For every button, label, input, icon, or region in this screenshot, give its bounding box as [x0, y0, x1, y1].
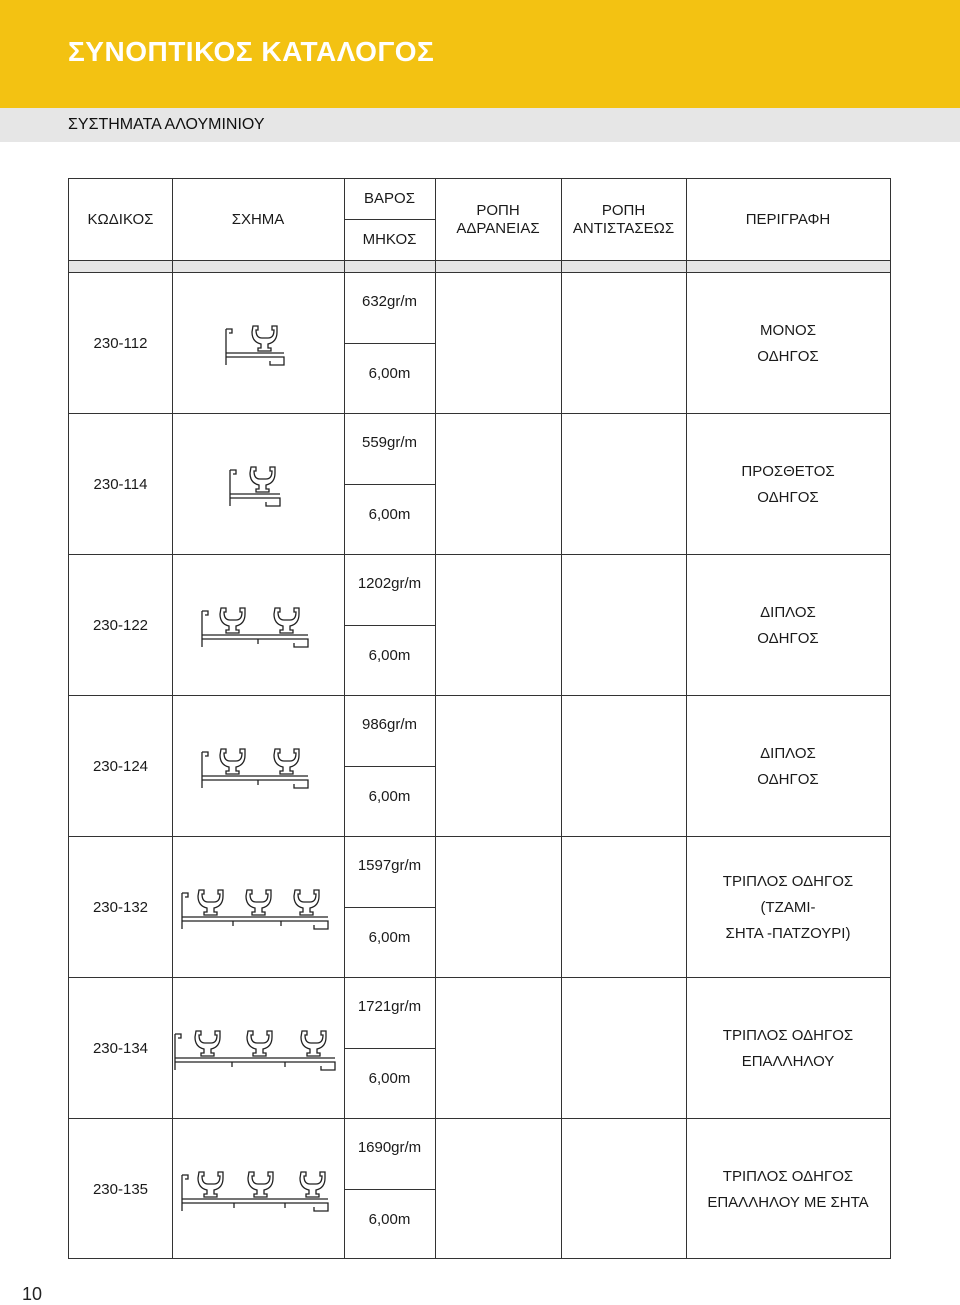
- description: [686, 696, 890, 837]
- weight-length-divider: [344, 343, 435, 344]
- moment-resistance-value: [561, 555, 686, 696]
- additional-guide-profile-icon: [227, 464, 289, 510]
- description-line: ΣΗΤΑ -ΠΑΤΖΟΥΡΙ): [725, 924, 851, 942]
- subtitle-bar: [0, 108, 960, 142]
- weight-length-divider: [344, 766, 435, 767]
- description-line: ΟΔΗΓΟΣ: [757, 629, 819, 647]
- description-line: (ΤΖΑΜΙ-: [760, 898, 816, 916]
- header-resist-line1: ΡΟΠΗ: [601, 201, 646, 219]
- header-shape: ΣΧΗΜΑ: [231, 210, 285, 228]
- description-line: ΟΔΗΓΟΣ: [757, 488, 819, 506]
- weight-value: 1721gr/m: [357, 998, 422, 1015]
- header-weight: ΒΑΡΟΣ: [364, 190, 415, 207]
- page-title: ΣΥΝΟΠΤΙΚΟΣ ΚΑΤΑΛΟΓΟΣ: [68, 36, 435, 67]
- header-moment-inertia: [435, 179, 561, 260]
- header-code: ΚΩΔΙΚΟΣ: [87, 210, 154, 228]
- description: [686, 414, 890, 555]
- header-weight-divider: [344, 219, 435, 220]
- moment-inertia-value: [435, 555, 561, 696]
- header-inertia-line1: ΡΟΠΗ: [476, 201, 520, 219]
- description-line: ΤΡΙΠΛΟΣ ΟΔΗΓΟΣ: [722, 1167, 854, 1185]
- table-header: [69, 179, 890, 260]
- header-divider-strip: [69, 260, 890, 273]
- weight-length-divider: [344, 484, 435, 485]
- catalog-table: [68, 178, 891, 1259]
- moment-resistance-value: [561, 978, 686, 1119]
- double-guide-profile-icon: [199, 605, 317, 651]
- length-value: 6,00m: [368, 788, 411, 805]
- moment-inertia-value: [435, 273, 561, 414]
- weight-value: 1690gr/m: [357, 1139, 422, 1156]
- weight-value: 559gr/m: [361, 434, 418, 451]
- length-value: 6,00m: [368, 1070, 411, 1087]
- table-row: [69, 696, 890, 837]
- product-code: 230-122: [92, 616, 149, 634]
- triple-guide-profile-icon: [179, 1169, 337, 1215]
- header-length: ΜΗΚΟΣ: [362, 230, 417, 248]
- moment-inertia-value: [435, 837, 561, 978]
- product-code: 230-112: [93, 334, 148, 352]
- moment-resistance-value: [561, 1119, 686, 1260]
- moment-inertia-value: [435, 414, 561, 555]
- triple-guide-profile-icon: [172, 1028, 344, 1074]
- weight-value: 1202gr/m: [357, 575, 422, 592]
- product-code: 230-114: [93, 475, 148, 493]
- header-banner: [0, 0, 960, 108]
- moment-resistance-value: [561, 273, 686, 414]
- weight-value: 632gr/m: [361, 293, 418, 310]
- description: [686, 555, 890, 696]
- description-line: ΕΠΑΛΛΗΛΟΥ: [741, 1052, 835, 1070]
- table-row: [69, 1119, 890, 1260]
- triple-guide-profile-icon: [179, 887, 337, 933]
- header-resist-line2: ΑΝΤΙΣΤΑΣΕΩΣ: [572, 219, 675, 237]
- length-value: 6,00m: [368, 929, 411, 946]
- description: [686, 978, 890, 1119]
- weight-value: 986gr/m: [361, 716, 418, 733]
- description: [686, 837, 890, 978]
- description: [686, 1119, 890, 1260]
- table-row: [69, 555, 890, 696]
- page-number: 10: [22, 1284, 43, 1304]
- moment-inertia-value: [435, 1119, 561, 1260]
- header-description: ΠΕΡΙΓΡΑΦΗ: [745, 210, 831, 228]
- description-line: ΟΔΗΓΟΣ: [757, 770, 819, 788]
- length-value: 6,00m: [368, 365, 411, 382]
- table-row: [69, 273, 890, 414]
- moment-resistance-value: [561, 837, 686, 978]
- product-code: 230-134: [92, 1039, 149, 1057]
- weight-length-divider: [344, 1189, 435, 1190]
- length-value: 6,00m: [368, 647, 411, 664]
- description-line: ΤΡΙΠΛΟΣ ΟΔΗΓΟΣ: [722, 872, 854, 890]
- description-line: ΤΡΙΠΛΟΣ ΟΔΗΓΟΣ: [722, 1026, 854, 1044]
- length-value: 6,00m: [368, 506, 411, 523]
- description-line: ΟΔΗΓΟΣ: [757, 347, 819, 365]
- length-value: 6,00m: [368, 1211, 411, 1228]
- product-code: 230-124: [92, 757, 149, 775]
- weight-length-divider: [344, 625, 435, 626]
- moment-inertia-value: [435, 696, 561, 837]
- weight-value: 1597gr/m: [357, 857, 422, 874]
- header-moment-resistance: [561, 179, 686, 260]
- description-line: ΔΙΠΛΟΣ: [760, 744, 816, 762]
- description-line: ΜΟΝΟΣ: [760, 321, 816, 339]
- weight-length-divider: [344, 1048, 435, 1049]
- subtitle: ΣΥΣΤΗΜΑΤΑ ΑΛΟΥΜΙΝΙΟΥ: [68, 116, 265, 133]
- product-code: 230-132: [92, 898, 149, 916]
- description: [686, 273, 890, 414]
- double-guide-profile-icon: [199, 746, 317, 792]
- weight-length-divider: [344, 907, 435, 908]
- table-row: [69, 414, 890, 555]
- header-inertia-line2: ΑΔΡΑΝΕΙΑΣ: [456, 219, 540, 237]
- description-line: ΔΙΠΛΟΣ: [760, 603, 816, 621]
- description-line: ΕΠΑΛΛΗΛΟΥ ΜΕ ΣΗΤΑ: [707, 1193, 869, 1211]
- moment-resistance-value: [561, 414, 686, 555]
- single-guide-profile-icon: [223, 323, 293, 369]
- description-line: ΠΡΟΣΘΕΤΟΣ: [741, 462, 835, 480]
- moment-inertia-value: [435, 978, 561, 1119]
- product-code: 230-135: [92, 1180, 149, 1198]
- table-row: [69, 837, 890, 978]
- table-row: [69, 978, 890, 1119]
- moment-resistance-value: [561, 696, 686, 837]
